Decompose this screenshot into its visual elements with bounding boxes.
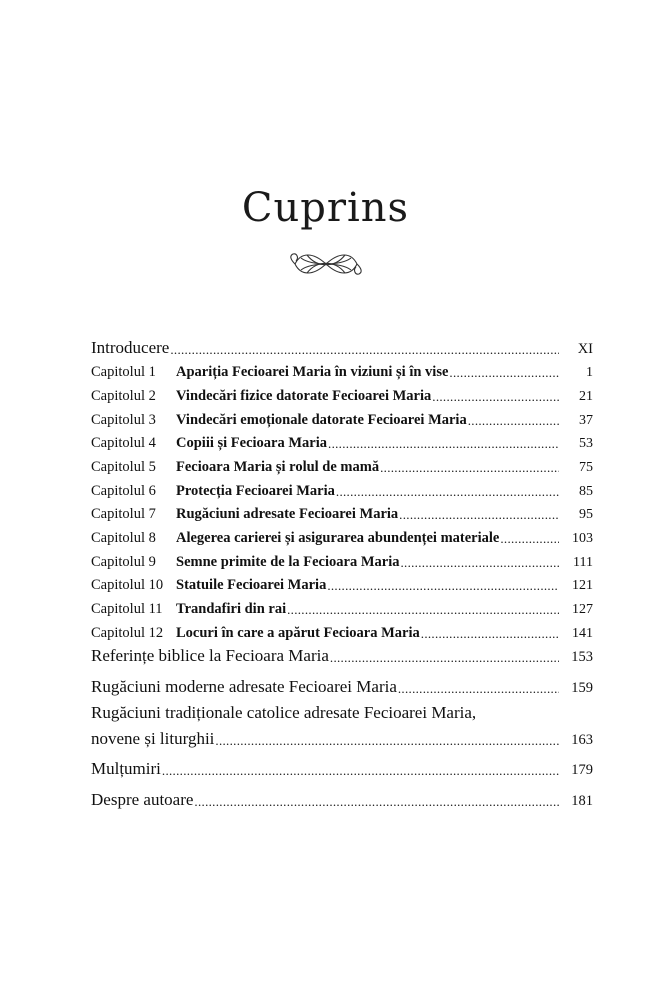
toc-entry-introducere[interactable]: [91, 333, 593, 358]
dot-leader: [400, 555, 559, 571]
chapter-number: Capitolul 5: [91, 458, 156, 475]
chapter-title: Vindecări fizice datorate Fecioarei Maria: [176, 387, 432, 404]
toc-page-number: 179: [571, 762, 593, 779]
toc-page-number: 53: [579, 436, 593, 452]
toc-entry-label: Referințe biblice la Fecioara Maria: [91, 646, 329, 666]
toc-entry-modern-prayers[interactable]: [91, 672, 593, 697]
dot-leader: [432, 389, 559, 405]
toc-page-number: 181: [571, 792, 593, 809]
toc-entry-chapter-8[interactable]: [91, 523, 593, 547]
toc-entry-chapter-4[interactable]: [91, 429, 593, 453]
dot-leader: [328, 436, 559, 452]
toc-entry-label: Introducere: [91, 337, 170, 357]
dot-leader: [194, 794, 559, 810]
chapter-number: Capitolul 1: [91, 364, 156, 381]
dot-leader: [287, 602, 559, 618]
dot-leader: [500, 531, 559, 547]
dot-leader: [421, 626, 559, 642]
toc-page-number: 85: [579, 483, 593, 499]
chapter-title: Statuile Fecioarei Maria: [176, 577, 327, 594]
chapter-title: Apariția Fecioarei Maria în viziuni și în vise: [176, 364, 449, 381]
dot-leader: [399, 507, 559, 523]
toc-page-number: 1: [586, 365, 593, 381]
toc-page-number: 121: [572, 578, 593, 594]
table-of-contents: [91, 333, 593, 810]
toc-entry-chapter-6[interactable]: [91, 476, 593, 500]
chapter-number: Capitolul 10: [91, 577, 164, 594]
toc-page-number: 75: [579, 459, 593, 475]
toc-page-number: 141: [572, 625, 593, 641]
toc-page-number: 127: [572, 602, 593, 618]
toc-entry-about-author[interactable]: [91, 785, 593, 810]
toc-page-number: 103: [572, 531, 593, 546]
toc-page-number: 37: [579, 412, 593, 428]
chapter-title: Locuri în care a apărut Fecioara Maria: [176, 624, 420, 641]
chapter-title: Copiii și Fecioara Maria: [176, 435, 328, 452]
chapter-number: Capitolul 8: [91, 530, 156, 546]
dot-leader: [170, 342, 559, 358]
toc-entry-chapter-9[interactable]: [91, 547, 593, 571]
toc-entry-chapter-10[interactable]: [91, 571, 593, 595]
toc-entry-label-line-2: novene și liturghii: [91, 728, 215, 748]
toc-entry-chapter-2[interactable]: [91, 381, 593, 405]
dot-leader: [398, 681, 559, 697]
dot-leader: [327, 578, 559, 594]
toc-page-number: 153: [571, 649, 593, 666]
toc-page-number: 95: [579, 507, 593, 523]
toc-entry-references[interactable]: [91, 642, 593, 667]
toc-page-number: 159: [571, 679, 593, 696]
dot-leader: [468, 413, 559, 429]
toc-entry-chapter-12[interactable]: [91, 618, 593, 642]
toc-entry-label-line-1: Rugăciuni tradiționale catolice adresate Fecioarei Maria,: [91, 702, 477, 722]
chapter-title: Fecioara Maria și rolul de mamă: [176, 458, 380, 475]
toc-entry-chapter-11[interactable]: [91, 594, 593, 618]
toc-entry-chapter-1[interactable]: [91, 358, 593, 382]
dot-leader: [330, 650, 559, 666]
toc-entry-label: Despre autoare: [91, 789, 194, 809]
dot-leader: [380, 460, 559, 476]
toc-entry-thanks[interactable]: [91, 755, 593, 780]
toc-page-number: 111: [573, 554, 593, 570]
chapter-number: Capitolul 6: [91, 482, 156, 499]
toc-entry-traditional-prayers[interactable]: [91, 703, 593, 749]
chapter-number: Capitolul 12: [91, 624, 164, 641]
toc-page-number: 163: [571, 731, 593, 748]
dot-leader: [162, 763, 559, 779]
chapter-title: Alegerea carierei și asigurarea abundenței materiale: [176, 530, 500, 546]
toc-entry-label: Mulțumiri: [91, 759, 161, 779]
flourish-ornament-icon: [0, 244, 651, 289]
chapter-number: Capitolul 2: [91, 387, 156, 404]
page-title: Cuprins: [241, 185, 410, 231]
toc-page-number: XI: [577, 340, 593, 357]
chapter-number: Capitolul 4: [91, 435, 156, 452]
dot-leader: [449, 365, 559, 381]
chapter-title: Vindecări emoționale datorate Fecioarei Maria: [176, 411, 467, 428]
toc-entry-chapter-3[interactable]: [91, 405, 593, 429]
toc-entry-chapter-5[interactable]: [91, 452, 593, 476]
chapter-number: Capitolul 11: [91, 601, 163, 618]
chapter-number: Capitolul 9: [91, 553, 156, 570]
chapter-title: Semne primite de la Fecioara Maria: [176, 553, 400, 570]
chapter-title: Rugăciuni adresate Fecioarei Maria: [176, 506, 399, 523]
dot-leader: [215, 733, 559, 749]
chapter-number: Capitolul 3: [91, 411, 156, 428]
chapter-title: Trandafiri din rai: [176, 601, 287, 618]
toc-entry-chapter-7[interactable]: [91, 500, 593, 524]
toc-entry-label: Rugăciuni moderne adresate Fecioarei Maria: [91, 676, 397, 696]
chapter-title: Protecția Fecioarei Maria: [176, 482, 335, 499]
dot-leader: [336, 484, 559, 500]
chapter-number: Capitolul 7: [91, 506, 156, 523]
toc-page-number: 21: [579, 388, 593, 404]
